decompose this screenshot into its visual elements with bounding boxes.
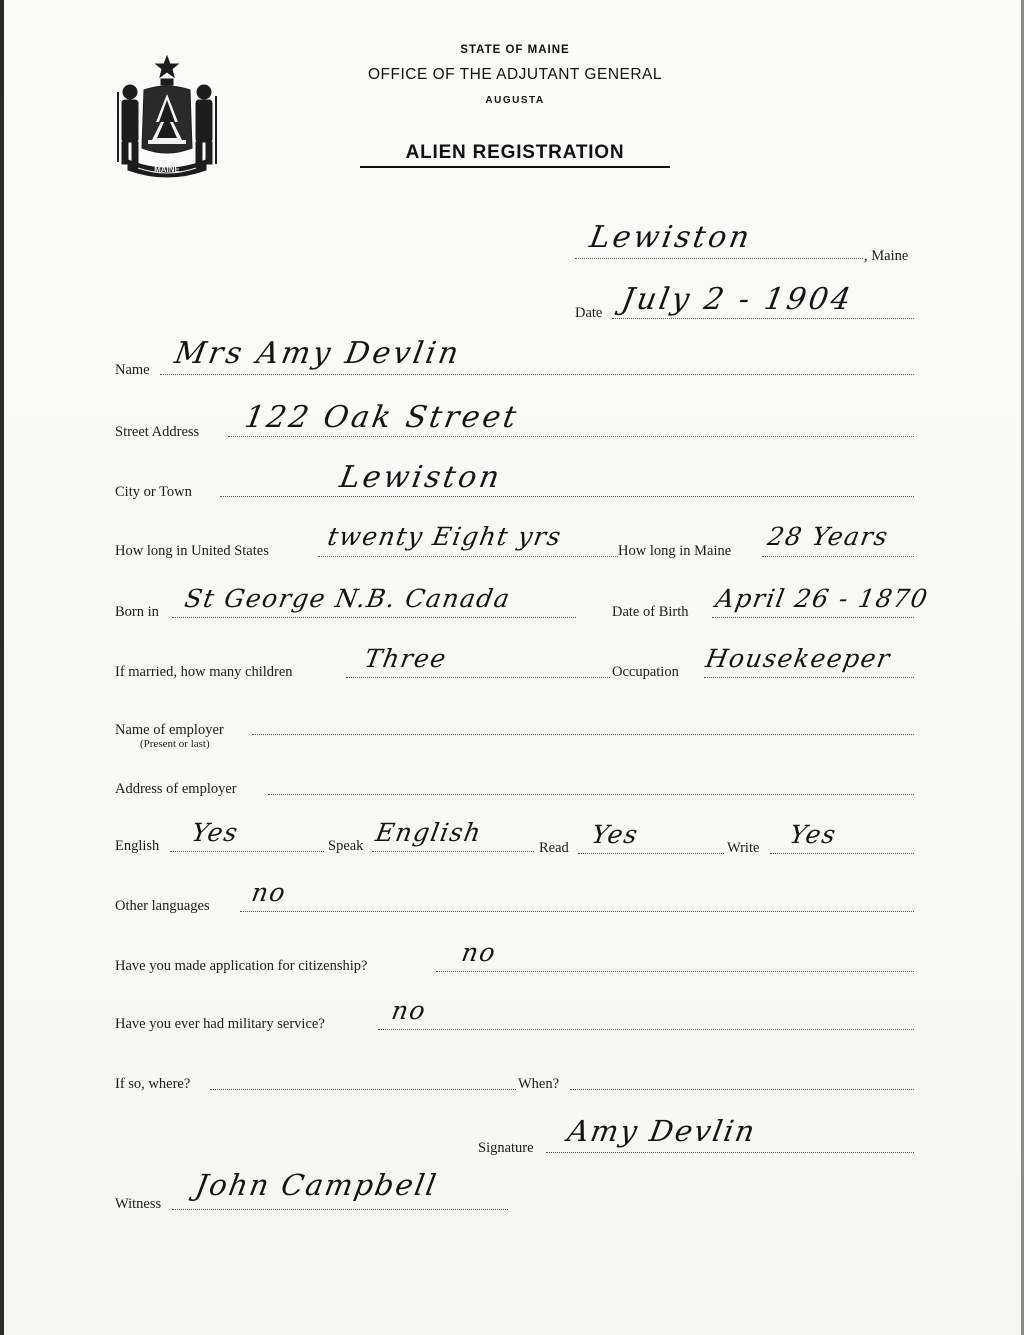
other-languages-line: [240, 911, 914, 912]
write-label: Write: [727, 840, 760, 856]
english-line: [170, 851, 324, 852]
english-label: English: [115, 838, 160, 854]
read-label: Read: [539, 840, 569, 856]
place-suffix: , Maine: [864, 248, 909, 264]
citizenship-line: [436, 971, 914, 972]
born-line: [172, 617, 576, 618]
maine-label: How long in Maine: [618, 543, 732, 559]
born-label: Born in: [115, 604, 159, 620]
signature-value[interactable]: Amy Devlin: [565, 1114, 760, 1148]
write-line: [770, 853, 914, 854]
dob-label: Date of Birth: [612, 604, 689, 620]
city-value[interactable]: Lewiston: [336, 460, 505, 495]
employer-label: Name of employer: [115, 722, 224, 738]
other-languages-label: Other languages: [115, 898, 210, 914]
form-title: ALIEN REGISTRATION: [360, 142, 670, 168]
read-value[interactable]: Yes: [589, 820, 642, 849]
other-languages-value[interactable]: no: [249, 878, 289, 907]
us-value[interactable]: twenty Eight yrs: [325, 522, 565, 551]
military-line: [378, 1029, 914, 1030]
military-label: Have you ever had military service?: [115, 1016, 325, 1032]
employer-line[interactable]: [252, 734, 914, 735]
name-value[interactable]: Mrs Amy Devlin: [171, 336, 464, 371]
state-seal-icon: [108, 52, 226, 182]
us-label: How long in United States: [115, 543, 269, 559]
occupation-line: [704, 677, 914, 678]
scan-edge-left: [0, 0, 4, 1335]
place-line: [575, 258, 863, 259]
street-label: Street Address: [115, 424, 200, 440]
signature-label: Signature: [478, 1140, 534, 1156]
city-label: City or Town: [115, 484, 192, 500]
header-state: STATE OF MAINE: [460, 44, 570, 56]
speak-value[interactable]: English: [373, 818, 485, 847]
occupation-label: Occupation: [612, 664, 679, 680]
witness-value[interactable]: John Campbell: [193, 1168, 441, 1202]
read-line: [578, 853, 724, 854]
maine-line: [762, 556, 914, 557]
date-label: Date: [575, 305, 603, 321]
where-line[interactable]: [210, 1089, 516, 1090]
date-value[interactable]: July 2 - 1904: [618, 282, 857, 317]
maine-value[interactable]: 28 Years: [765, 522, 892, 551]
dob-value[interactable]: April 26 - 1870: [713, 584, 931, 613]
children-value[interactable]: Three: [362, 644, 450, 673]
where-label: If so, where?: [115, 1076, 191, 1092]
place-value[interactable]: Lewiston: [586, 220, 755, 255]
header-city: AUGUSTA: [485, 95, 545, 106]
speak-line: [372, 851, 534, 852]
witness-line: [172, 1209, 508, 1210]
english-value[interactable]: Yes: [189, 818, 242, 847]
city-line: [220, 496, 914, 497]
when-label: When?: [518, 1076, 560, 1092]
signature-line: [546, 1152, 914, 1153]
speak-label: Speak: [328, 838, 364, 854]
us-line: [318, 556, 618, 557]
name-label: Name: [115, 362, 150, 378]
street-line: [228, 436, 914, 437]
when-line[interactable]: [570, 1089, 914, 1090]
date-line: [612, 318, 914, 319]
dob-line: [712, 617, 914, 618]
witness-label: Witness: [115, 1196, 162, 1212]
children-label: If married, how many children: [115, 664, 293, 680]
name-line: [160, 374, 914, 375]
citizenship-label: Have you made application for citizenship?: [115, 958, 368, 974]
born-value[interactable]: St George N.B. Canada: [182, 584, 514, 613]
street-value[interactable]: 122 Oak Street: [241, 400, 522, 435]
occupation-value[interactable]: Housekeeper: [703, 644, 894, 673]
employer-address-label: Address of employer: [115, 781, 237, 797]
citizenship-value[interactable]: no: [459, 938, 499, 967]
children-line: [346, 677, 610, 678]
write-value[interactable]: Yes: [787, 820, 840, 849]
employer-sublabel: (Present or last): [140, 738, 210, 750]
header-office: OFFICE OF THE ADJUTANT GENERAL: [367, 66, 663, 83]
employer-address-line[interactable]: [268, 794, 914, 795]
military-value[interactable]: no: [389, 996, 429, 1025]
seal-caption: MAINE: [154, 165, 180, 174]
